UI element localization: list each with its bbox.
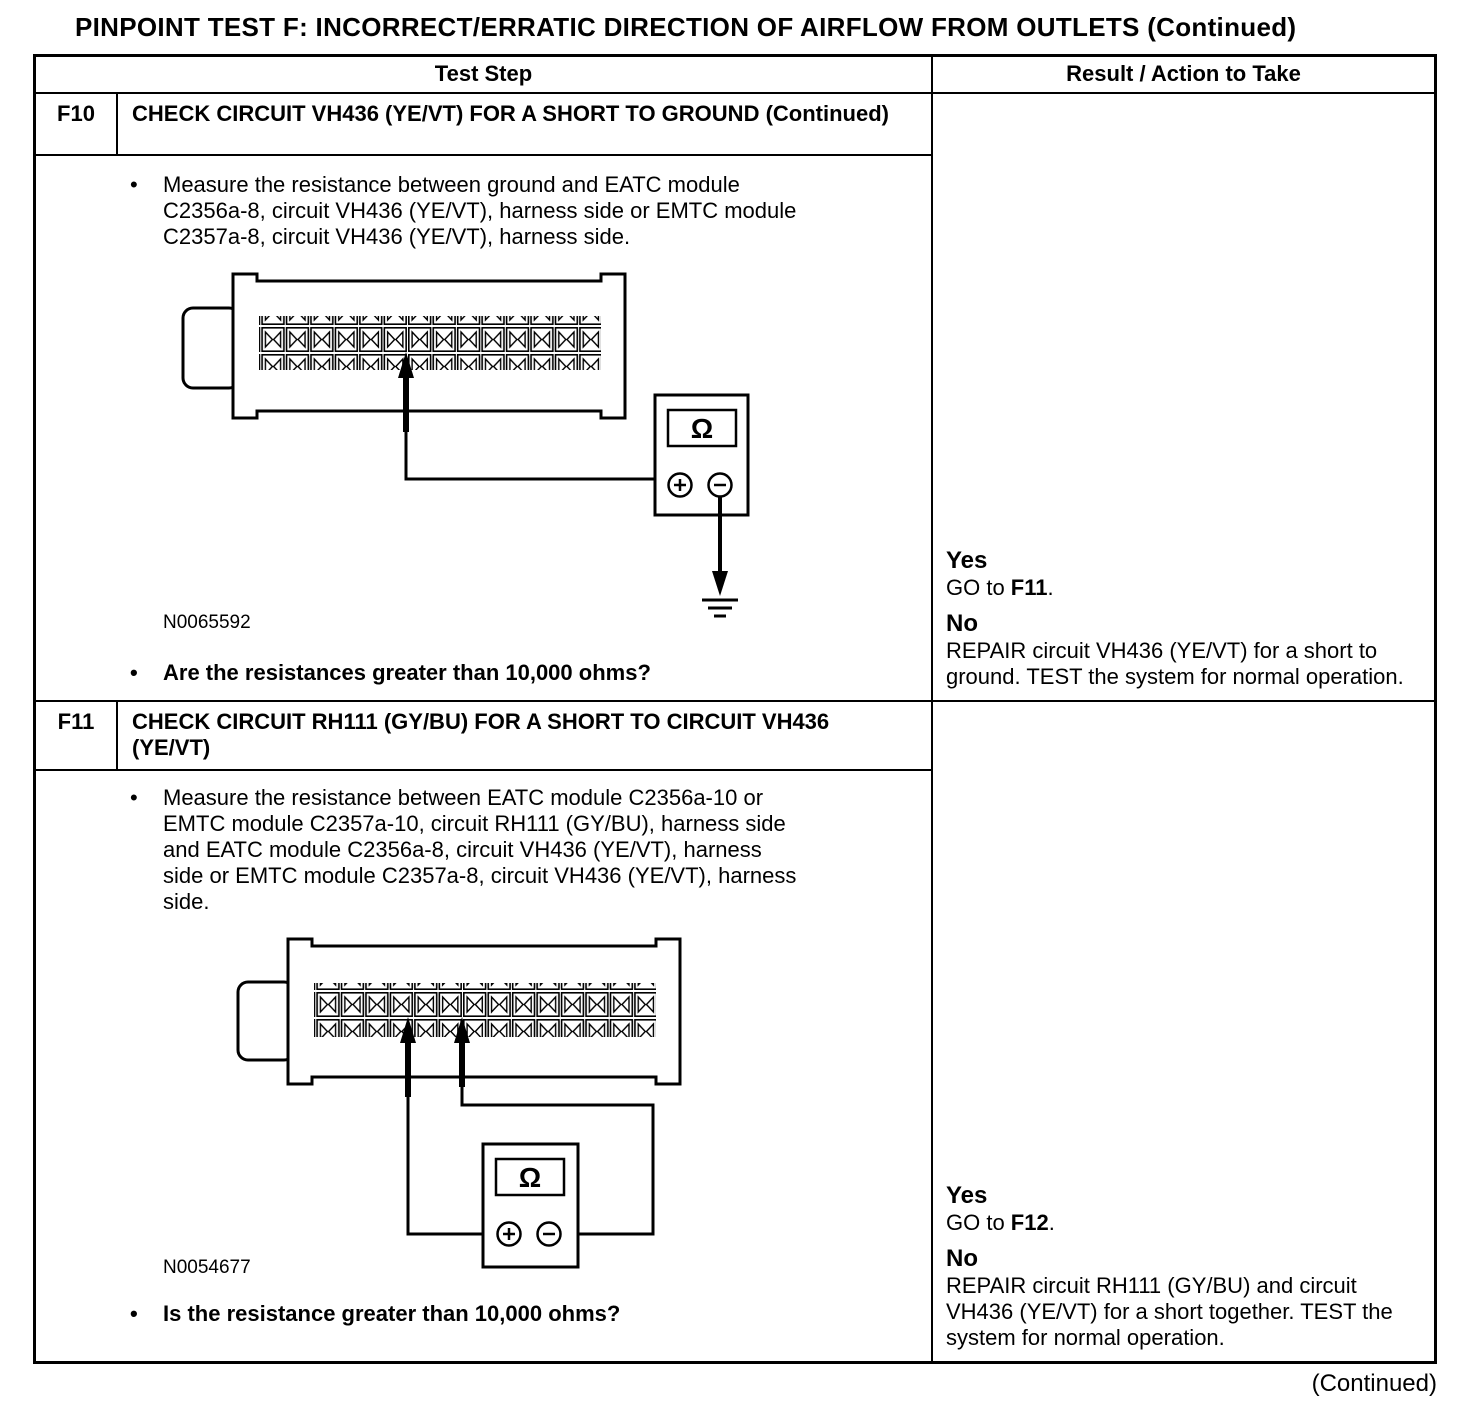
pinpoint-test-table (33, 54, 1437, 1364)
column-header-test-step: Test Step (434, 61, 533, 86)
wiring-diagram-f11 (36, 937, 931, 1289)
instruction-bullet (36, 172, 931, 250)
page-title: PINPOINT TEST F: INCORRECT/ERRATIC DIRECTION OF AIRFLOW FROM OUTLETS (Continued) (75, 12, 1297, 42)
question-text: Are the resistances greater than 10,000 ohms? (163, 660, 651, 685)
connector-tab (238, 982, 294, 1060)
connector-pins (259, 316, 601, 370)
ohm-symbol: Ω (518, 1162, 542, 1193)
instruction-text: Measure the resistance between EATC module C2356a-10 or EMTC module C2357a-10, circuit RH111 (GY/BU), harness side and EATC module C2356a-8, circuit VH436 (YE/VT), harness side or EMTC module C2357a-8, circuit VH436 (YE/VT), harness side. (163, 785, 797, 914)
test-step-content (36, 154, 931, 700)
footer-continued-note: (Continued) (1311, 1370, 1437, 1397)
test-step-content (36, 769, 931, 1361)
table-row (36, 92, 1434, 700)
bullet-icon: • (130, 1301, 138, 1326)
result-no-label: No (946, 610, 978, 637)
result-action-cell (931, 702, 1434, 1361)
result-yes-action (946, 575, 1424, 601)
connector-tab (183, 308, 239, 388)
connector-pins (314, 983, 656, 1037)
yes-action-suffix: . (1048, 1210, 1055, 1235)
result-action-cell (931, 94, 1434, 700)
result-no-block (946, 1245, 1424, 1351)
table-header-row (36, 57, 1434, 92)
yes-action-prefix: GO to (946, 1210, 1011, 1235)
bullet-icon: • (130, 660, 138, 685)
connector-ohmmeter-illustration (218, 937, 838, 1279)
result-yes-label: Yes (946, 547, 988, 574)
result-yes-block (946, 1182, 1424, 1236)
ohmmeter-icon (483, 1144, 578, 1267)
ohm-symbol: Ω (690, 413, 714, 444)
instruction-text: Measure the resistance between ground and EATC module C2356a-8, circuit VH436 (YE/VT), harness side or EMTC module C2357a-8, circuit VH436 (YE/VT), harness side. (163, 172, 797, 249)
test-step-title: CHECK CIRCUIT VH436 (YE/VT) FOR A SHORT TO GROUND (Continued) (132, 101, 889, 126)
result-no-action: REPAIR circuit RH111 (GY/BU) and circuit VH436 (YE/VT) for a short together. TEST the system for normal operation. (946, 1273, 1393, 1350)
yes-action-target: F12 (1010, 1210, 1049, 1235)
result-no-block (946, 610, 1424, 690)
yes-action-target: F11 (1010, 575, 1048, 600)
table-row (36, 700, 1434, 1361)
result-yes-block (946, 547, 1424, 601)
wiring-diagram-f10 (36, 272, 931, 660)
yes-action-suffix: . (1047, 575, 1054, 600)
test-step-title: CHECK CIRCUIT RH111 (GY/BU) FOR A SHORT TO CIRCUIT VH436 (YE/VT) (132, 709, 830, 760)
yes-action-prefix: GO to (946, 575, 1011, 600)
question-bullet (36, 660, 931, 686)
figure-label: N0054677 (163, 1257, 251, 1278)
result-yes-action (946, 1210, 1424, 1236)
result-yes-label: Yes (946, 1182, 988, 1209)
test-step-id: F10 (36, 94, 118, 154)
instruction-bullet (36, 785, 931, 915)
probe-arrow-icon (398, 352, 414, 479)
bullet-icon: • (130, 785, 138, 810)
question-bullet (36, 1301, 931, 1327)
bullet-icon: • (130, 172, 138, 197)
test-step-id: F11 (36, 702, 118, 769)
figure-label: N0065592 (163, 612, 251, 633)
question-text: Is the resistance greater than 10,000 ohms? (163, 1301, 621, 1326)
column-header-result-action: Result / Action to Take (931, 57, 1434, 92)
result-no-action: REPAIR circuit VH436 (YE/VT) for a short to ground. TEST the system for normal operation. (946, 638, 1404, 689)
connector-ohmmeter-ground-illustration (163, 272, 783, 644)
result-no-label: No (946, 1245, 978, 1272)
ohmmeter-icon (655, 395, 748, 515)
